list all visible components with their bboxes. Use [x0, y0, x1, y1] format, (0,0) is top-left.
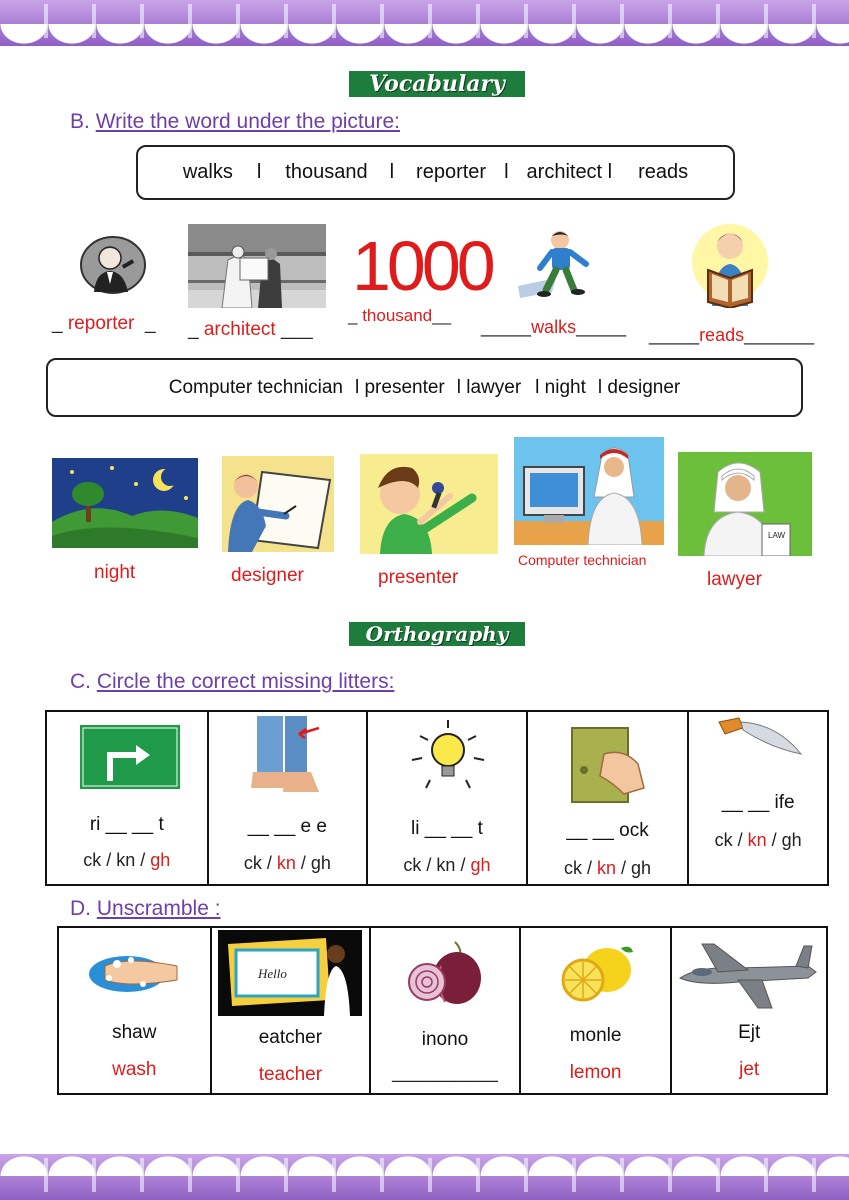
section-c-letter: C. [70, 670, 91, 693]
top-decorative-border [0, 0, 849, 46]
missing-letters-cell [208, 711, 368, 885]
teacher-board-icon [218, 930, 362, 1016]
missing-letters-options: ck / kn / gh [243, 853, 331, 873]
word-bank-word: architect l [526, 161, 613, 183]
section-d-text: Unscramble : [96, 897, 221, 920]
word-bank-word: l designer [597, 376, 681, 398]
missing-letters-word: __ __ e e [247, 816, 327, 837]
reading-boy-icon [690, 222, 770, 308]
onion-icon [405, 938, 485, 1008]
missing-letters-table [45, 710, 829, 886]
word-bank-word: l night [535, 376, 586, 398]
word-bank-word: Computer technician [168, 376, 343, 398]
word-bank-word: l presenter [354, 376, 445, 398]
missing-letters-cell [367, 711, 527, 885]
word-bank-1 [136, 145, 735, 200]
board-text: Hello [257, 966, 287, 981]
scrambled-word: monle [569, 1025, 622, 1046]
unscramble-cell [520, 927, 672, 1094]
missing-letters-options: ck / kn / gh [714, 830, 802, 850]
word-bank-word: reporter [416, 161, 487, 183]
section-c-text: Circle the correct missing litters: [96, 670, 395, 693]
row1-answer-reporter: _ reporter _ [52, 313, 156, 334]
row2-label-computer-technician: Computer technician [518, 552, 647, 568]
section-b-letter: B. [70, 110, 90, 133]
vocabulary-heading: Vocabulary [349, 71, 525, 97]
missing-letters-cell [46, 711, 208, 885]
section-d-letter: D. [70, 897, 91, 920]
knee-icon [249, 716, 329, 800]
unscramble-answer: teacher [258, 1064, 323, 1085]
washing-hands-icon [87, 944, 187, 994]
unscramble-cell [671, 927, 827, 1094]
number-1000-image: 1000 [352, 227, 492, 305]
lawyer-doc-text: LAW [768, 531, 786, 540]
unscramble-table [57, 926, 828, 1095]
knock-door-icon [568, 724, 654, 804]
section-b-instruction [70, 110, 400, 134]
light-bulb-icon [398, 716, 498, 796]
walking-boy-icon [516, 228, 592, 302]
missing-letters-word: __ __ ife [721, 792, 795, 813]
unscramble-answer: lemon [569, 1062, 622, 1083]
row2-label-night: night [94, 562, 136, 583]
unscramble-answer: wash [112, 1059, 157, 1080]
word-bank-separator: l [504, 161, 509, 183]
word-bank-2 [46, 358, 803, 417]
bottom-decorative-border [0, 1154, 849, 1200]
presenter-icon [360, 454, 498, 554]
unscramble-cell [211, 927, 371, 1094]
row2-label-lawyer: lawyer [707, 569, 762, 590]
missing-letters-cell [527, 711, 689, 885]
scrambled-word: shaw [112, 1022, 157, 1043]
computer-technician-icon [514, 437, 664, 545]
lemon-icon [557, 942, 637, 1004]
row1-answer-reads: _____reads_______ [649, 325, 815, 345]
jet-icon [678, 936, 818, 1012]
missing-letters-word: ri __ __ t [89, 814, 164, 835]
word-bank-word: thousand [285, 161, 368, 183]
missing-letters-word: li __ __ t [411, 818, 483, 839]
missing-letters-cell [688, 711, 828, 885]
section-b-text: Write the word under the picture: [95, 110, 400, 133]
row2-label-presenter: presenter [378, 567, 459, 588]
reporter-icon [78, 234, 148, 296]
unscramble-cell [58, 927, 211, 1094]
word-bank-separator: l [256, 161, 262, 183]
architect-photo [188, 224, 326, 308]
row1-answer-architect: _ architect ___ [188, 319, 313, 340]
lawyer-icon [678, 452, 812, 556]
missing-letters-options: ck / kn / gh [403, 855, 491, 875]
knife-icon [717, 714, 803, 762]
night-scene-icon [52, 458, 198, 548]
section-d-instruction [70, 897, 221, 921]
scrambled-word: Ejt [738, 1022, 761, 1043]
unscramble-answer: jet [739, 1059, 760, 1080]
orthography-heading: Orthography [349, 622, 525, 646]
row2-label-designer: designer [231, 565, 304, 586]
designer-icon [222, 456, 334, 552]
right-turn-sign-icon [80, 725, 180, 789]
word-bank-word: l lawyer [456, 376, 522, 398]
word-bank-word: walks [182, 161, 233, 183]
missing-letters-word: __ __ ock [566, 820, 649, 841]
row1-answer-thousand: _ thousand__ [348, 306, 452, 325]
unscramble-cell [370, 927, 520, 1094]
unscramble-answer-blank: __________ [392, 1062, 498, 1083]
word-bank-separator: l [389, 161, 395, 183]
scrambled-word: eatcher [258, 1027, 323, 1048]
word-bank-word: reads [638, 161, 689, 183]
missing-letters-options: ck / kn / gh [563, 858, 652, 878]
scrambled-word: inono [421, 1029, 469, 1050]
section-c-instruction [70, 670, 394, 694]
missing-letters-options: ck / kn / gh [83, 850, 171, 870]
row1-answer-walks: _____walks_____ [481, 317, 627, 337]
